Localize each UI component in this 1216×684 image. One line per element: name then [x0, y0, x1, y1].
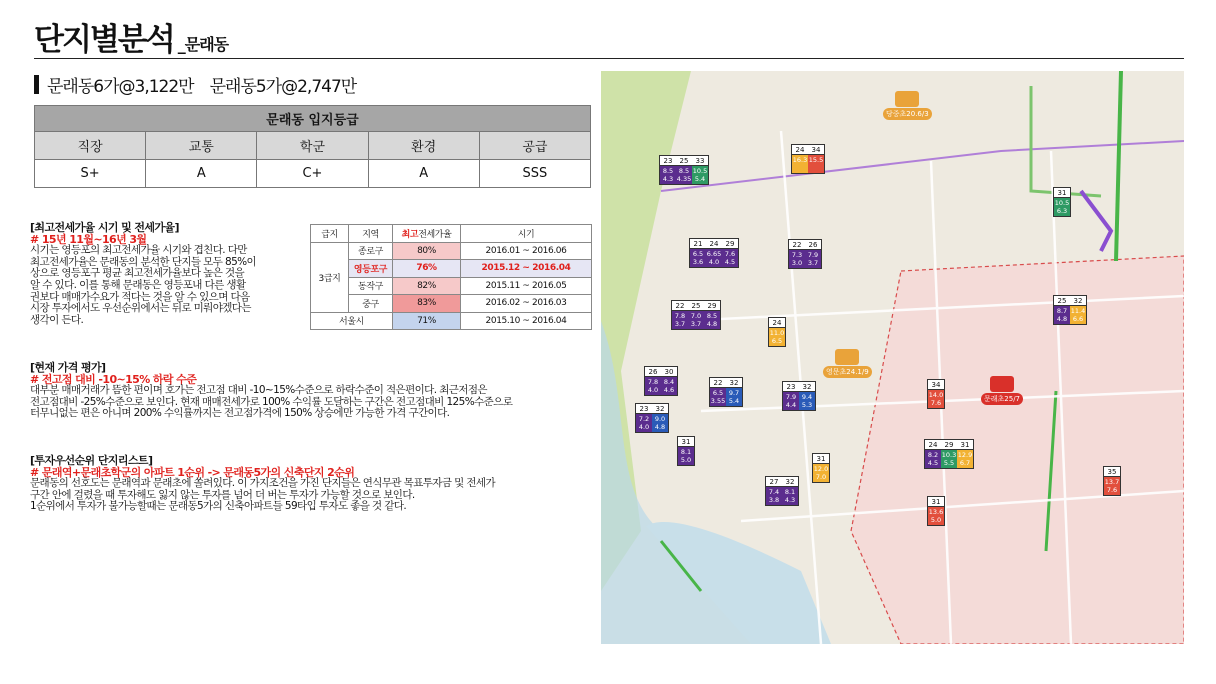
- complex-price: 7.2 4.0: [636, 414, 652, 432]
- complex-price: 8.7 4.8: [1054, 306, 1070, 324]
- rate-region: 중구: [349, 295, 393, 313]
- section-line: 대부분 매매거래가 뜸한 편이며 호가는 전고점 대비 -10~15%수준으로 하락수준이 적은편이다. 최근저점은: [30, 384, 487, 397]
- section-heading: [최고전세가율 시기 및 전세가율]: [30, 221, 179, 234]
- bullet-bar: [34, 75, 39, 94]
- grade-table-title: 문래동 입지등급: [35, 106, 591, 132]
- complex-price: 8.2 4.5: [925, 450, 941, 468]
- rate-header-region: 지역: [349, 225, 393, 243]
- grade-category: 교통: [146, 132, 257, 160]
- section-line: 구간 안에 걸렸을 때 투자해도 잃지 않는 투자를 넘어 더 버는 투자가 가능할 것으로 보인다.: [30, 488, 415, 501]
- section-line: 상으로 영등포구 평균 최고전세가율보다 높은 것을: [30, 267, 245, 280]
- complex-tag[interactable]: [927, 496, 945, 526]
- school-label: 당중초20.6/3: [883, 108, 932, 120]
- rate-period-seoul: 2015.10 ~ 2016.04: [461, 312, 592, 330]
- complex-size: 31: [957, 440, 973, 450]
- rate-header-grade: 급지: [311, 225, 349, 243]
- complex-price: 12.9 6.7: [957, 451, 973, 467]
- complex-price: 8.4 4.6: [661, 377, 677, 395]
- section-line: 1순위에서 투자가 불가능할때는 문래동5가의 신축아파트들 59타입 투자도 좋을 것 같다.: [30, 500, 407, 513]
- complex-size: 23: [783, 382, 799, 392]
- complex-size: 22: [672, 301, 688, 311]
- complex-tag[interactable]: [709, 377, 743, 407]
- rate-header-rate-rest: 전세가율: [418, 229, 452, 240]
- complex-size: 31: [928, 497, 944, 507]
- complex-price: 8.5 4.8: [704, 311, 720, 329]
- complex-size: 32: [799, 382, 815, 392]
- complex-price: 13.7 7.6: [1104, 478, 1120, 494]
- school-marker[interactable]: [883, 91, 932, 120]
- complex-price: 7.9 4.4: [783, 392, 799, 410]
- school-marker[interactable]: [981, 376, 1023, 405]
- complex-size: 32: [726, 378, 742, 388]
- complex-price: 6.65 4.0: [706, 250, 722, 266]
- section-line: 생각이 든다.: [30, 313, 84, 326]
- complex-size: 25: [688, 301, 704, 311]
- complex-size: 24: [769, 318, 785, 328]
- school-marker[interactable]: [823, 349, 872, 378]
- section-line: 권보다 매매가수요가 적다는 것을 알 수 있으며 다음: [30, 290, 250, 303]
- complex-price: 7.8 4.0: [645, 377, 661, 395]
- complex-price: 7.0 3.7: [688, 311, 704, 329]
- complex-tag[interactable]: [791, 144, 825, 174]
- section-line: 전고점대비 -25%수준으로 보인다. 현재 매매전세가로 100% 수익률 도달하는 구간은 전고점대비 125%수준으로: [30, 395, 513, 408]
- rate-header-rate: [393, 225, 461, 243]
- section-highlight: # 15년 11월~16년 3월: [30, 232, 147, 246]
- complex-price: 16.3: [792, 155, 808, 173]
- complex-size: 31: [678, 437, 694, 447]
- complex-tag[interactable]: [924, 439, 974, 469]
- grade-category: 환경: [368, 132, 479, 160]
- complex-tag[interactable]: [689, 238, 739, 268]
- grade-table: [34, 105, 591, 188]
- page-title-main: 단지별분석: [34, 22, 174, 58]
- complex-tag[interactable]: [782, 381, 816, 411]
- section-line: 시장 투자에서도 우선순위에서는 뒤로 미뤄야겠다는: [30, 302, 251, 315]
- rate-value-seoul: 71%: [393, 312, 461, 330]
- complex-price: 7.3 3.0: [789, 250, 805, 268]
- complex-price: 8.1 4.3: [782, 487, 798, 505]
- complex-size: 29: [941, 440, 957, 450]
- section-max-rate: [30, 222, 300, 326]
- complex-price: 13.6 5.0: [928, 508, 944, 524]
- complex-tag[interactable]: [927, 379, 945, 409]
- complex-price: 9.7 5.4: [726, 388, 742, 406]
- rate-value: 76%: [393, 260, 461, 278]
- complex-size: 24: [706, 239, 722, 249]
- page-title-sub: _문래동: [177, 35, 229, 54]
- complex-size: 32: [1070, 296, 1086, 306]
- complex-tag[interactable]: [671, 300, 721, 330]
- grade-category: 학군: [257, 132, 368, 160]
- complex-price: 12.0 7.0: [813, 465, 829, 481]
- page-title: [34, 20, 228, 58]
- school-icon: [990, 376, 1014, 392]
- area-map[interactable]: [601, 71, 1184, 644]
- rate-region: 영등포구: [349, 260, 393, 278]
- complex-tag[interactable]: [788, 239, 822, 269]
- grade-value: A: [146, 160, 257, 188]
- complex-size: 33: [692, 156, 708, 166]
- grade-category: 직장: [35, 132, 146, 160]
- complex-tag[interactable]: [644, 366, 678, 396]
- grade-value: A: [368, 160, 479, 188]
- section-line: 터무니없는 편은 아니며 200% 수익률까지는 전고점가격에 150% 상승에만 가능한 가격 구간이다.: [30, 407, 450, 420]
- complex-price: 7.6 4.5: [722, 249, 738, 267]
- section-line: 시기는 영등포의 최고전세가율 시기와 겹친다. 다만: [30, 244, 247, 257]
- complex-size: 32: [652, 404, 668, 414]
- school-label: 문래초25/7: [981, 393, 1023, 405]
- rate-period: 2016.02 ~ 2016.03: [461, 295, 592, 313]
- complex-size: 31: [1054, 188, 1070, 198]
- grade-category: 공급: [479, 132, 590, 160]
- complex-size: 25: [676, 156, 692, 166]
- rate-region-seoul: 서울시: [311, 312, 393, 330]
- rate-header-rate-red: 최고: [401, 229, 419, 240]
- school-label: 영문초24.1/9: [823, 366, 872, 378]
- school-icon: [895, 91, 919, 107]
- complex-price: 9.4 5.3: [799, 392, 815, 410]
- rate-region: 동작구: [349, 277, 393, 295]
- complex-size: 22: [789, 240, 805, 250]
- complex-tag[interactable]: [659, 155, 709, 185]
- rate-table: [310, 224, 592, 330]
- complex-price: 14.0 7.6: [928, 391, 944, 407]
- complex-size: 34: [808, 145, 824, 155]
- complex-size: 25: [1054, 296, 1070, 306]
- school-icon: [835, 349, 859, 365]
- complex-size: 21: [690, 239, 706, 249]
- complex-size: 22: [710, 378, 726, 388]
- complex-price: 10.5 5.4: [692, 167, 708, 183]
- complex-size: 24: [792, 145, 808, 155]
- price-line: [34, 72, 356, 97]
- section-line: 최고전세가율은 문래동의 분석한 단지들 모두 85%이: [30, 255, 257, 268]
- rate-grade-label: 3급지: [311, 242, 349, 312]
- complex-size: 24: [925, 440, 941, 450]
- section-line: 문래동의 선호도는 문래역과 문래초에 쏠려있다. 이 가지조건을 가진 단지들은 연식무관 목표투자금 및 전세가: [30, 477, 496, 490]
- section-line: 알 수 있다. 이를 통해 문래동은 영등포내 다른 생활: [30, 278, 246, 291]
- complex-size: 27: [766, 477, 782, 487]
- complex-tag[interactable]: [635, 403, 669, 433]
- rate-region: 종로구: [349, 242, 393, 260]
- complex-size: 29: [722, 239, 738, 249]
- complex-size: 26: [805, 240, 821, 250]
- complex-price: 11.4 6.6: [1070, 307, 1086, 323]
- grade-value: SSS: [479, 160, 590, 188]
- complex-tag[interactable]: [1103, 466, 1121, 496]
- complex-price: 9.0 4.8: [652, 414, 668, 432]
- complex-size: 30: [661, 367, 677, 377]
- complex-price: 8.5 4.35: [676, 167, 692, 183]
- complex-tag[interactable]: [677, 436, 695, 466]
- section-price-eval: [30, 362, 590, 420]
- section-highlight: # 전고점 대비 -10~15% 하락 수준: [30, 372, 197, 386]
- complex-price: 11.0 6.5: [769, 329, 785, 345]
- section-priority: [30, 455, 590, 513]
- complex-size: 23: [636, 404, 652, 414]
- complex-price: 7.8 3.7: [672, 311, 688, 329]
- complex-price: 10.5 6.3: [1054, 199, 1070, 215]
- rate-header-period: 시기: [461, 225, 592, 243]
- rate-value: 83%: [393, 295, 461, 313]
- complex-size: 26: [645, 367, 661, 377]
- complex-size: 23: [660, 156, 676, 166]
- complex-price: 8.1 5.0: [678, 447, 694, 465]
- rate-value: 80%: [393, 242, 461, 260]
- complex-price: 8.5 4.3: [660, 166, 676, 184]
- complex-size: 31: [813, 454, 829, 464]
- rate-period: 2016.01 ~ 2016.06: [461, 242, 592, 260]
- complex-price: 7.9 3.7: [805, 250, 821, 268]
- section-heading: [투자우선순위 단지리스트]: [30, 454, 153, 467]
- rate-period: 2015.11 ~ 2016.05: [461, 277, 592, 295]
- price-5ga: 문래동5가@2,747만: [209, 77, 357, 97]
- complex-tag[interactable]: [812, 453, 830, 483]
- complex-tag[interactable]: [765, 476, 799, 506]
- complex-price: 6.5 3.6: [690, 249, 706, 267]
- grade-value: S+: [35, 160, 146, 188]
- grade-value: C+: [257, 160, 368, 188]
- rate-period: 2015.12 ~ 2016.04: [461, 260, 592, 278]
- section-heading: [현재 가격 평가]: [30, 361, 106, 374]
- complex-price: 10.3 5.5: [941, 451, 957, 467]
- price-6ga: 문래동6가@3,122만: [47, 77, 194, 97]
- complex-price: 15.5: [808, 155, 824, 173]
- rate-value: 82%: [393, 277, 461, 295]
- complex-price: 7.4 3.8: [766, 487, 782, 505]
- section-highlight: # 문래역+문래초학군의 아파트 1순위 -> 문래동5가의 신축단지 2순위: [30, 465, 355, 479]
- complex-size: 35: [1104, 467, 1120, 477]
- complex-tag[interactable]: [1053, 187, 1071, 217]
- complex-size: 34: [928, 380, 944, 390]
- complex-tag[interactable]: [1053, 295, 1087, 325]
- complex-size: 32: [782, 477, 798, 487]
- complex-price: 6.5 3.55: [710, 389, 726, 405]
- complex-size: 29: [704, 301, 720, 311]
- title-divider: [34, 58, 1184, 59]
- complex-tag[interactable]: [768, 317, 786, 347]
